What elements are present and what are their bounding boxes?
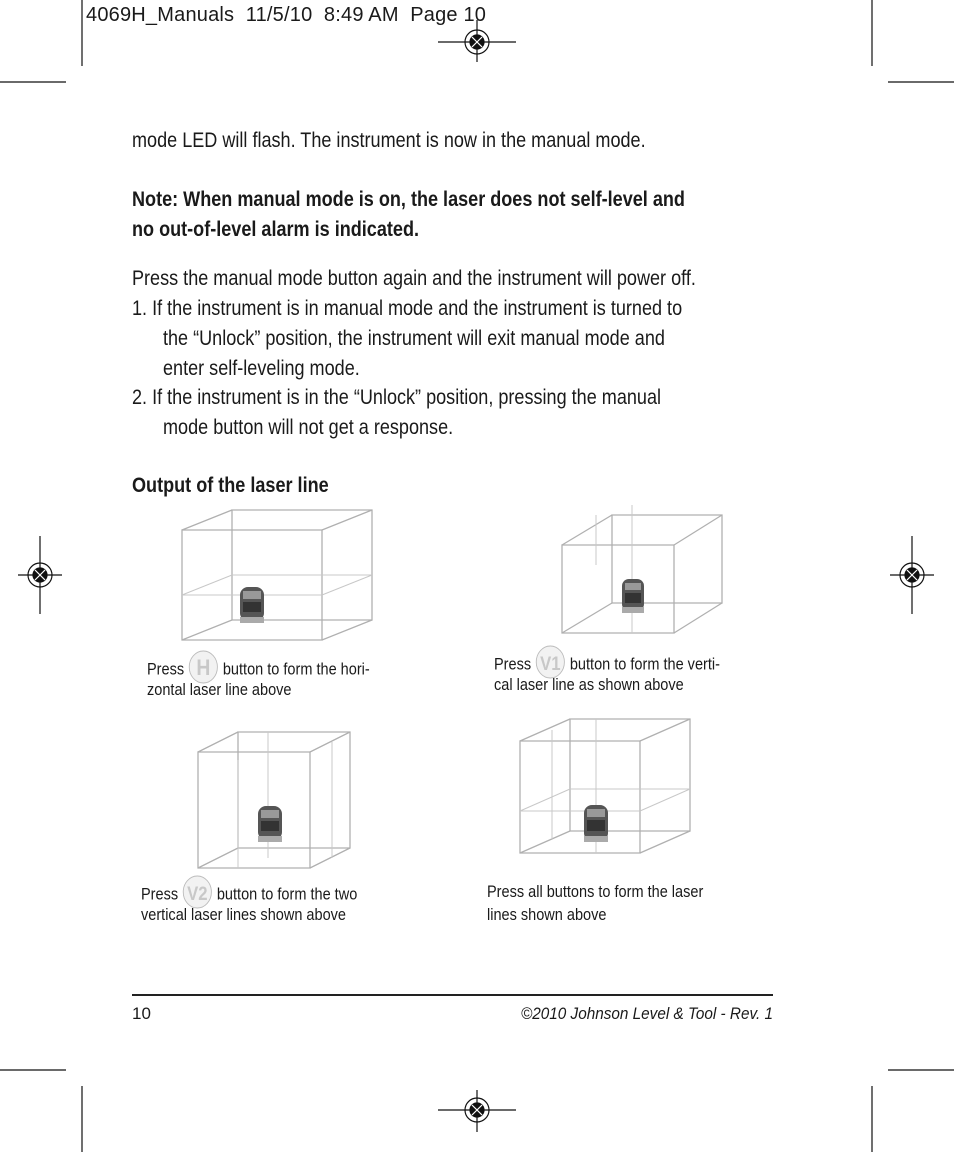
note-line-2: no out-of-level alarm is indicated. [132,218,420,241]
copyright: ©2010 Johnson Level & Tool - Rev. 1 [521,1004,773,1023]
paragraph-power-off: Press the manual mode button again and the instrument will power off. [132,267,696,290]
caption-horizontal-line-1: Press H button to form the hori- [147,656,370,684]
caption-vertical-v2-line-1: Press V2 button to form the two [141,881,357,909]
caption-all-lines-line-2: lines shown above [487,906,607,924]
registration-mark-right [890,536,934,614]
footer-rule [132,994,773,996]
list-item-1-line-1: 1. If the instrument is in manual mode and the instrument is turned to [132,297,683,320]
note-line-1: Note: When manual mode is on, the laser does not self-level and [132,188,685,211]
figure-vertical-v2-laser-box [190,730,370,870]
list-item-2-line-2: mode button will not get a response. [163,416,454,439]
caption-horizontal-line-2: zontal laser line above [147,681,292,699]
page-number: 10 [132,1004,151,1023]
list-item-1-line-3: enter self-leveling mode. [163,357,360,380]
slug-line: 4069H_Manuals 11/5/10 8:49 AM Page 10 [86,4,487,26]
caption-vertical-v1-line-1: Press V1 button to form the verti- [494,651,720,679]
registration-mark-bottom [438,1090,516,1132]
svg-text:V1: V1 [540,653,561,675]
laser-level-device [258,806,282,842]
section-heading: Output of the laser line [132,474,329,497]
svg-text:H: H [196,655,211,681]
laser-level-device [584,805,608,842]
list-item-2-line-1: 2. If the instrument is in the “Unlock” position, pressing the manual [132,386,662,409]
svg-text:V2: V2 [187,883,208,905]
caption-vertical-v2-line-2: vertical laser lines shown above [141,906,346,924]
caption-all-lines-line-1: Press all buttons to form the laser [487,883,704,901]
figure-horizontal-laser-box [176,505,386,645]
list-item-1-line-2: the “Unlock” position, the instrument will exit manual mode and [163,327,665,350]
registration-mark-left [18,536,62,614]
paragraph-manual-mode: mode LED will flash. The instrument is now in the manual mode. [132,129,646,152]
figure-vertical-v1-laser-box [556,505,736,635]
figure-all-lines-laser-box [512,715,702,855]
caption-vertical-v1-line-2: cal laser line as shown above [494,676,684,694]
laser-level-device [622,579,644,613]
laser-level-device [240,587,264,623]
